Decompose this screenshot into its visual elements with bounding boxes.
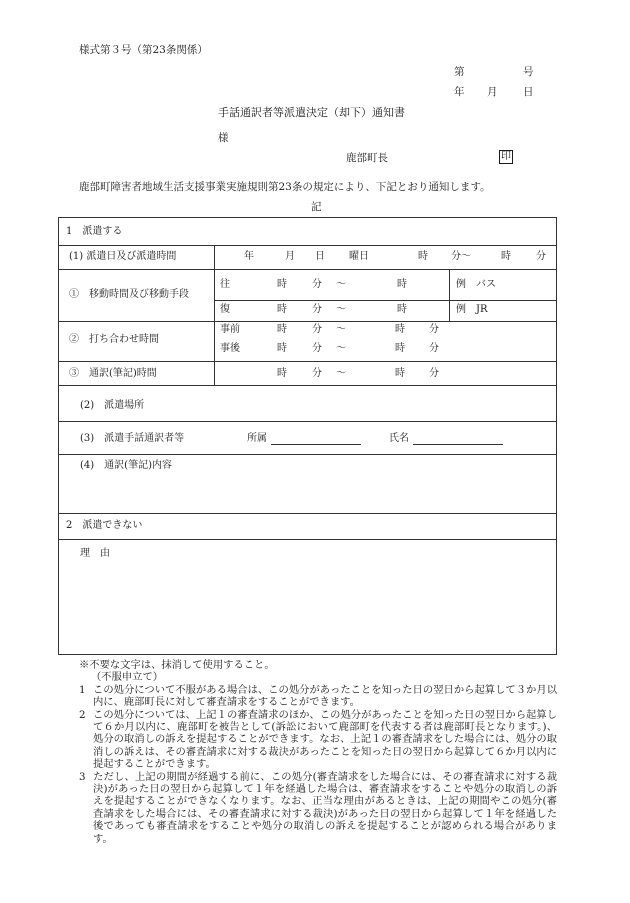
doc-number-dai: 第	[454, 66, 465, 78]
affiliation-label: 所属	[247, 433, 267, 444]
date-year: 年	[244, 251, 254, 262]
doc-number-go: 号	[523, 66, 534, 78]
interpreter-label: (3) 派遣手話通訳者等	[80, 433, 185, 444]
travel-label: ① 移動時間及び移動手段	[69, 289, 189, 300]
notes-block	[79, 659, 557, 845]
meeting-after-min2: 分	[429, 343, 439, 354]
travel-go: 往	[220, 279, 230, 290]
seal-mark: 印	[501, 151, 511, 162]
meeting-before-tilde: ～	[336, 324, 346, 335]
travel-back: 復	[220, 304, 230, 315]
date-month: 月	[285, 251, 295, 262]
interp-min: 分	[312, 368, 322, 379]
travel-go-hour: 時	[277, 279, 287, 290]
travel-go-hour2: 時	[397, 279, 407, 290]
date-min-to: 分	[536, 251, 546, 262]
interp-tilde: ～	[336, 368, 346, 379]
meeting-before-hour2: 時	[395, 324, 405, 335]
addressee-sama: 様	[218, 132, 229, 144]
section-2-heading: 2 派遣できない	[66, 520, 143, 531]
date-year-label: 年	[454, 86, 465, 98]
date-min-from: 分～	[451, 251, 471, 262]
name-field	[389, 433, 503, 445]
appeal-item-1: 1 この処分について不服がある場合は、この処分があったことを知った日の翌日から起算して３か月以内に、鹿部町長に対して審査請求をすることができます。	[79, 683, 557, 709]
date-day-label: 日	[523, 86, 534, 98]
name-label: 氏名	[389, 433, 409, 444]
meeting-after-min: 分	[312, 343, 322, 354]
interp-time-label: ③ 通訳(筆記)時間	[69, 368, 157, 379]
travel-go-tilde: ～	[336, 279, 346, 290]
date-hour-to: 時	[501, 251, 511, 262]
interp-hour: 時	[277, 368, 287, 379]
document-title: 手話通訳者等派遣決定（却下）通知書	[218, 106, 405, 119]
dispatch-place-label: (2) 派遣場所	[80, 400, 145, 411]
travel-example-bus: 例 バス	[456, 279, 496, 290]
date-day: 日	[315, 251, 325, 262]
appeal-item-3: 3 ただし、上記の期間が経過する前に、この処分(審査請求をした場合には、その審査請求に対する裁決)があった日の翌日から起算して１年を経過した場合は、審査請求をすることや処分の取消しの訴えを提起することができなくなります。なお、正当な理由があるときは、上記の期間やこの処分(審査請求をした場合には、その審査請求に対する裁決)があった日の翌日から起算して１年を経過した後であっても審査請求をすることや処分の取消しの訴えを提起することが認められる場合があります。	[79, 770, 557, 845]
ki-heading: 記	[311, 201, 322, 213]
meeting-after: 事後	[220, 343, 240, 354]
meeting-before-hour: 時	[277, 324, 287, 335]
section-1-heading: 1 派遣する	[66, 226, 123, 237]
date-month-label: 月	[487, 86, 498, 98]
meeting-before-min2: 分	[429, 324, 439, 335]
affiliation-field	[247, 433, 361, 445]
meeting-after-hour: 時	[277, 343, 287, 354]
travel-back-min: 分	[312, 304, 322, 315]
interp-hour2: 時	[395, 368, 405, 379]
dispatch-table	[58, 217, 557, 655]
interp-min2: 分	[429, 368, 439, 379]
travel-go-min: 分	[312, 279, 322, 290]
form-number: 様式第３号（第23条関係）	[79, 44, 208, 56]
meeting-after-tilde: ～	[336, 343, 346, 354]
travel-back-hour: 時	[277, 304, 287, 315]
date-weekday: 曜日	[349, 251, 369, 262]
reason-label: 理 由	[80, 548, 110, 559]
dispatch-date-label: (1) 派遣日及び派遣時間	[69, 251, 177, 262]
appeal-item-2: 2 この処分については、上記１の審査請求のほか、この処分があったことを知った日の翌日から起算して６か月以内に、鹿部町を被告として(訴訟において鹿部町を代表する者は鹿部町長となります。)、処分の取消しの訴えを提起することができます。なお、上記１の審査請求をした場合には、処分の取消しの訴えは、その審査請求に対する裁決があったことを知った日の翌日から起算して６か月以内に提起することができます。	[79, 708, 557, 771]
lead-sentence: 鹿部町障害者地域生活支援事業実施規則第23条の規定により、下記とおり通知します。	[79, 181, 491, 193]
travel-example-jr: 例 JR	[456, 304, 488, 315]
issuer-name: 鹿部町長	[346, 152, 388, 164]
meeting-after-hour2: 時	[395, 343, 405, 354]
appeal-title: （不服申立て）	[91, 671, 164, 684]
strike-note: ※不要な文字は、抹消して使用すること。	[79, 659, 275, 671]
interp-content-label: (4) 通訳(筆記)内容	[80, 460, 172, 471]
meeting-before-min: 分	[312, 324, 322, 335]
travel-back-tilde: ～	[336, 304, 346, 315]
travel-back-hour2: 時	[397, 304, 407, 315]
date-hour: 時	[418, 251, 428, 262]
meeting-before: 事前	[220, 324, 240, 335]
meeting-label: ② 打ち合わせ時間	[69, 334, 159, 345]
